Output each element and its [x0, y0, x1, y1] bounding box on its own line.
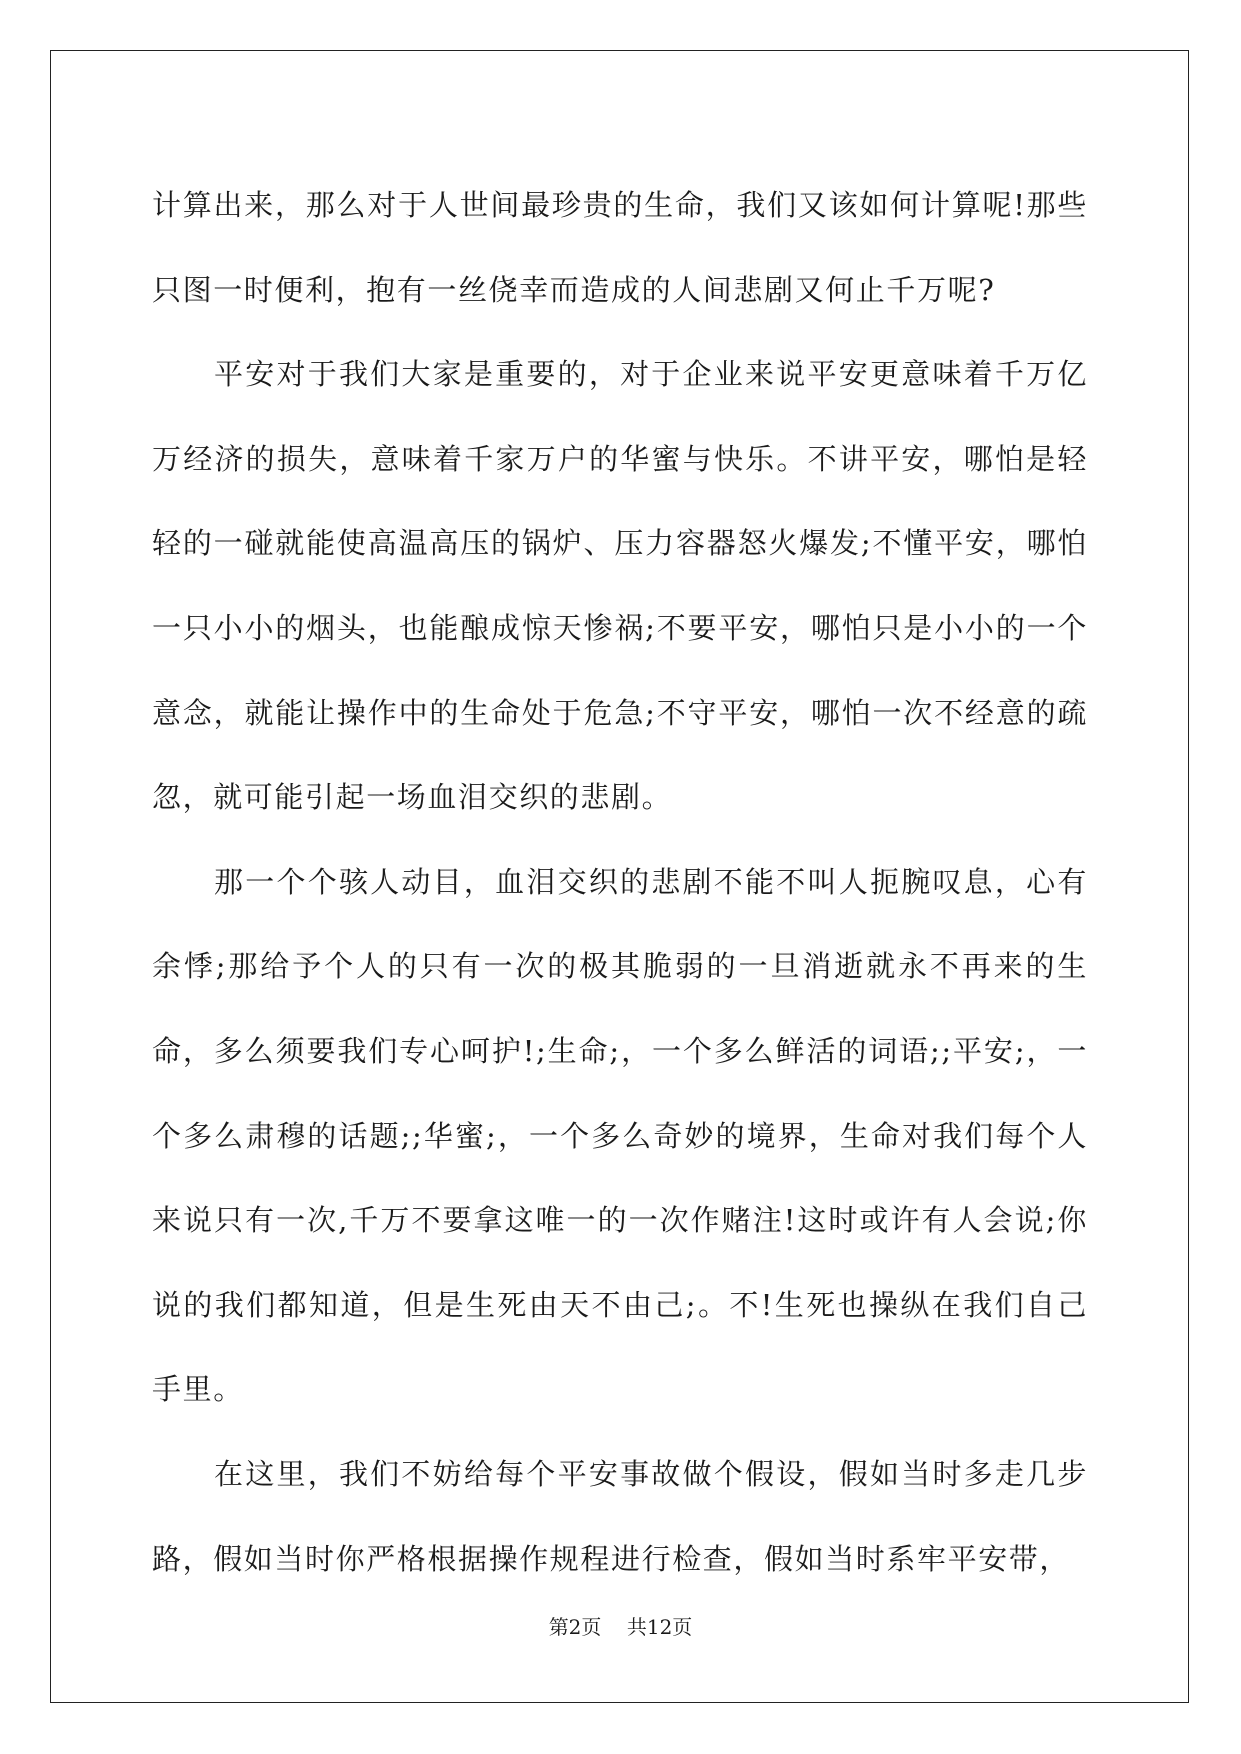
page-total: 共12页 — [626, 1615, 693, 1639]
page-footer — [0, 1611, 1241, 1640]
paragraph-1: 计算出来，那么对于人世间最珍贵的生命，我们又该如何计算呢!那些只图一时便利，抱有一丝侥幸而造成的人间悲剧又何止千万呢? — [152, 188, 1088, 307]
page-number: 第2页 — [548, 1615, 602, 1639]
paragraph-3: 那一个个骇人动目，血泪交织的悲剧不能不叫人扼腕叹息，心有余悸;那给予个人的只有一次的极其脆弱的一旦消逝就永不再来的生命，多么须要我们专心呵护!;生命;，一个多么鲜活的词语;;平安;，一个多么肃穆的话题;;华蜜;，一个多么奇妙的境界，生命对我们每个人来说只有一次,千万不要拿这唯一的一次作赌注!这时或许有人会说;你说的我们都知道，但是生死由天不由己;。不!生死也操纵在我们自己手里。 — [152, 864, 1088, 1407]
paragraph-4: 在这里，我们不妨给每个平安事故做个假设，假如当时多走几步路，假如当时你严格根据操作规程进行检查，假如当时系牢平安带， — [152, 1456, 1088, 1576]
paragraph-2: 平安对于我们大家是重要的，对于企业来说平安更意味着千万亿万经济的损失，意味着千家万户的华蜜与快乐。不讲平安，哪怕是轻轻的一碰就能使高温高压的锅炉、压力容器怒火爆发;不懂平安，哪怕一只小小的烟头，也能酿成惊天惨祸;不要平安，哪怕只是小小的一个意念，就能让操作中的生命处于危急;不守平安，哪怕一次不经意的疏忽，就可能引起一场血泪交织的悲剧。 — [152, 357, 1088, 815]
document-body — [152, 163, 1088, 1601]
